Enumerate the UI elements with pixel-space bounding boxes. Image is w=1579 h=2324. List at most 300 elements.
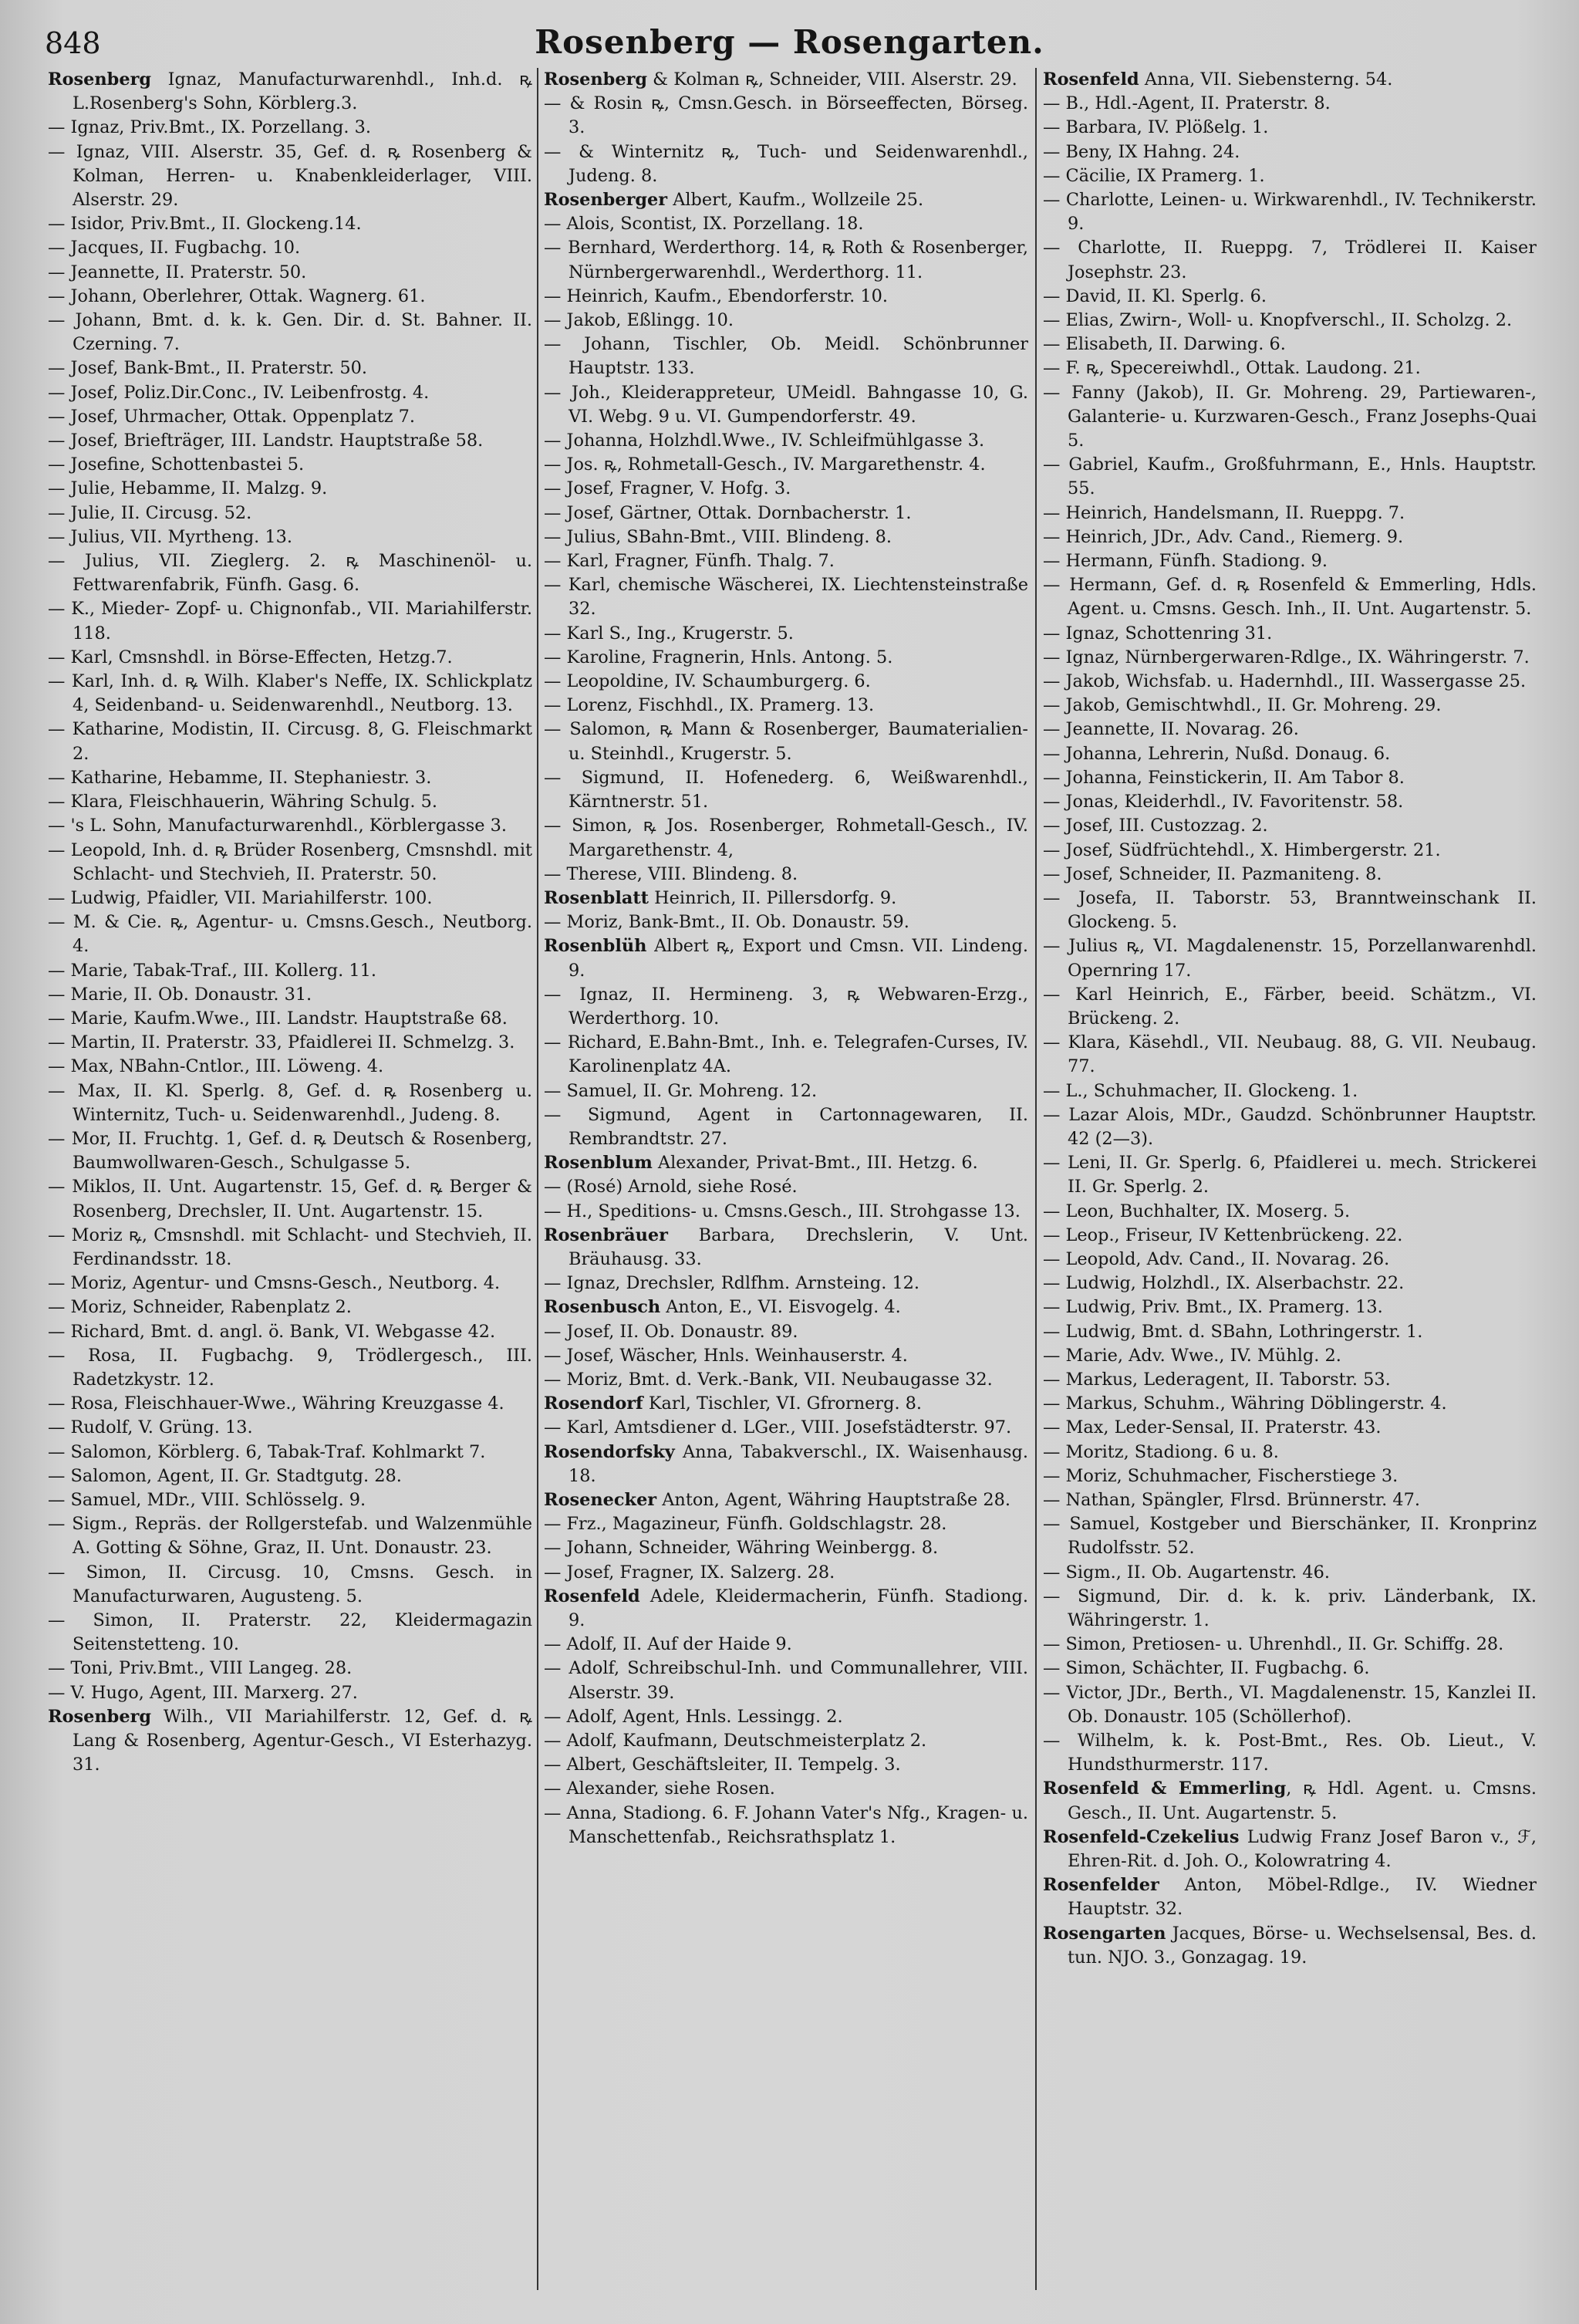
entry-text: — Miklos, II. Unt. Augartenstr. 15, Gef. d. ꝶ Berger & Rosenberg, Drechsler, II. Unt. Augartenstr. 15. bbox=[48, 1177, 532, 1221]
directory-entry bbox=[48, 549, 532, 597]
directory-entry bbox=[48, 910, 532, 958]
entry-text: Barbara, Drechslerin, V. Unt. Bräuhausg. 33. bbox=[569, 1224, 1028, 1269]
entry-text: — Leni, II. Gr. Sperlg. 6, Pfaidlerei u. mech. Strickerei II. Gr. Sperlg. 2. bbox=[1043, 1153, 1537, 1197]
entry-text: — Alois, Scontist, IX. Porzellang. 18. bbox=[544, 214, 864, 235]
entry-text: — Salomon, Agent, II. Gr. Stadtgutg. 28. bbox=[48, 1465, 402, 1486]
entry-surname-heading: Rosenbräuer bbox=[544, 1224, 668, 1245]
directory-entry bbox=[48, 983, 532, 1007]
directory-entry bbox=[48, 309, 532, 356]
directory-entry bbox=[544, 1344, 1028, 1368]
directory-entry bbox=[1043, 1416, 1537, 1440]
entry-text: — Ignaz, Schottenring 31. bbox=[1043, 623, 1273, 643]
entry-text: — Sigmund, Dir. d. k. k. priv. Länderbank, IX. Währingerstr. 1. bbox=[1043, 1586, 1537, 1630]
directory-entry bbox=[544, 1175, 1028, 1199]
directory-entry bbox=[1043, 453, 1537, 501]
directory-entry bbox=[1043, 525, 1537, 549]
directory-entry bbox=[1043, 236, 1537, 284]
directory-entry bbox=[544, 910, 1028, 934]
entry-text: — Josef, Bank-Bmt., II. Praterstr. 50. bbox=[48, 358, 367, 379]
directory-column-1 bbox=[48, 68, 532, 2290]
directory-entry bbox=[544, 381, 1028, 429]
directory-entry bbox=[1043, 1441, 1537, 1464]
entry-text: — Leopold, Inh. d. ꝶ Brüder Rosenberg, Cmsnshdl. mit Schlacht- und Stechvieh, II. Praterstr. 50. bbox=[48, 839, 532, 884]
directory-entry bbox=[48, 285, 532, 309]
entry-text: — Jeannette, II. Praterstr. 50. bbox=[48, 262, 307, 282]
entry-text: — Johann, Tischler, Ob. Meidl. Schönbrunner Hauptstr. 133. bbox=[544, 334, 1028, 379]
directory-entry bbox=[544, 1103, 1028, 1151]
directory-entry bbox=[544, 1416, 1028, 1440]
entry-surname-heading: Rosengarten bbox=[1043, 1923, 1166, 1944]
entry-surname-heading: Rosenfelder bbox=[1043, 1875, 1159, 1896]
entry-text: Anton, Agent, Währing Hauptstraße 28. bbox=[656, 1489, 1011, 1510]
entry-text: — Marie, Tabak-Traf., III. Kollerg. 11. bbox=[48, 960, 376, 981]
directory-entry bbox=[544, 188, 1028, 212]
entry-text: — Max, II. Kl. Sperlg. 8, Gef. d. ꝶ Rosenberg u. Winternitz, Tuch- u. Seidenwarenhdl., Judeng. 8. bbox=[48, 1080, 532, 1125]
page-number: 848 bbox=[45, 26, 101, 60]
directory-entry bbox=[544, 1079, 1028, 1103]
directory-entry bbox=[1043, 1272, 1537, 1295]
directory-entry bbox=[544, 549, 1028, 573]
entry-text: — Elias, Zwirn-, Woll- u. Knopfverschl., II. Scholzg. 2. bbox=[1043, 310, 1513, 331]
entry-surname-heading: Rosenfeld-Czekelius bbox=[1043, 1826, 1240, 1847]
entry-surname-heading: Rosenblatt bbox=[544, 887, 649, 908]
directory-entry bbox=[48, 887, 532, 910]
directory-entry bbox=[48, 790, 532, 814]
directory-entry bbox=[48, 1272, 532, 1295]
directory-entry bbox=[1043, 140, 1537, 164]
entry-text: — Ludwig, Pfaidler, VII. Mariahilferstr. 100. bbox=[48, 887, 433, 908]
entry-text: Wilh., VII Mariahilferstr. 12, Gef. d. ꝶ Lang & Rosenberg, Agentur-Gesch., VI Esterhazyg. 31. bbox=[73, 1706, 532, 1775]
entry-text: — Charlotte, Leinen- u. Wirkwarenhdl., IV. Technikerstr. 9. bbox=[1043, 190, 1537, 235]
entry-text: — & Rosin ꝶ, Cmsn.Gesch. in Börseeffecten, Börseg. 3. bbox=[544, 93, 1028, 138]
entry-text: — Moriz, Agentur- und Cmsns-Gesch., Neutborg. 4. bbox=[48, 1273, 501, 1294]
directory-entry bbox=[544, 309, 1028, 333]
entry-text: — Josef, Fragner, IX. Salzerg. 28. bbox=[544, 1562, 835, 1583]
entry-text: — Wilhelm, k. k. Post-Bmt., Res. Ob. Lieut., V. Hundsthurmerstr. 117. bbox=[1043, 1731, 1537, 1775]
directory-entry bbox=[544, 1488, 1028, 1512]
entry-text: — Moriz ꝶ, Cmsnshdl. mit Schlacht- und Stechvieh, II. Ferdinandsstr. 18. bbox=[48, 1224, 532, 1269]
directory-entry bbox=[544, 766, 1028, 814]
directory-entry bbox=[48, 766, 532, 790]
entry-text: — Hermann, Gef. d. ꝶ Rosenfeld & Emmerling, Hdls. Agent. u. Cmsns. Gesch. Inh., II. Unt. Augartenstr. 5. bbox=[1043, 575, 1537, 620]
entry-text: — Katharine, Hebamme, II. Stephaniestr. 3. bbox=[48, 767, 432, 788]
directory-entry bbox=[1043, 1224, 1537, 1248]
entry-text: — Elisabeth, II. Darwing. 6. bbox=[1043, 334, 1286, 355]
directory-entry bbox=[544, 1705, 1028, 1729]
directory-entry bbox=[1043, 839, 1537, 863]
directory-entry bbox=[544, 1561, 1028, 1585]
entry-text: — Leopoldine, IV. Schaumburgerg. 6. bbox=[544, 671, 871, 692]
entry-text: — Adolf, Agent, Hnls. Lessingg. 2. bbox=[544, 1706, 843, 1727]
directory-entry bbox=[544, 92, 1028, 140]
entry-text: — Heinrich, JDr., Adv. Cand., Riemerg. 9. bbox=[1043, 526, 1404, 547]
directory-entry bbox=[1043, 1079, 1537, 1103]
entry-text: — Barbara, IV. Plößelg. 1. bbox=[1043, 117, 1269, 138]
directory-entry bbox=[1043, 188, 1537, 236]
entry-surname-heading: Rosenberg bbox=[544, 69, 648, 90]
directory-entry bbox=[1043, 887, 1537, 934]
entry-text: — Leop., Friseur, IV Kettenbrückeng. 22. bbox=[1043, 1224, 1403, 1245]
entry-text: — Johann, Bmt. d. k. k. Gen. Dir. d. St. Bahner. II. Czerning. 7. bbox=[48, 310, 532, 355]
entry-text: — Heinrich, Handelsmann, II. Rueppg. 7. bbox=[1043, 502, 1405, 523]
entry-text: — Richard, Bmt. d. angl. ö. Bank, VI. Webgasse 42. bbox=[48, 1321, 496, 1342]
entry-text: Adele, Kleidermacherin, Fünfh. Stadiong. 9. bbox=[569, 1586, 1028, 1630]
directory-entry bbox=[544, 1657, 1028, 1704]
entry-text: — Joh., Kleiderappreteur, UMeidl. Bahngasse 10, G. VI. Webg. 9 u. VI. Gumpendorferstr. 49. bbox=[544, 382, 1028, 427]
directory-entry bbox=[1043, 573, 1537, 621]
directory-entry bbox=[544, 333, 1028, 380]
entry-text: — Sigmund, II. Hofenederg. 6, Weißwarenhdl., Kärntnerstr. 51. bbox=[544, 767, 1028, 812]
directory-entry bbox=[1043, 1392, 1537, 1416]
entry-text: — Jakob, Wichsfab. u. Hadernhdl., III. Wassergasse 25. bbox=[1043, 671, 1527, 692]
entry-text: — Ludwig, Priv. Bmt., IX. Pramerg. 13. bbox=[1043, 1297, 1383, 1318]
directory-entry bbox=[48, 477, 532, 501]
entry-text: — Karl, Inh. d. ꝶ Wilh. Klaber's Neffe, IX. Schlickplatz 4, Seidenband- u. Seidenwarenhdl., Neutborg. 13. bbox=[48, 671, 532, 716]
entry-surname-heading: Rosenberg bbox=[48, 69, 152, 90]
directory-entry bbox=[544, 140, 1028, 188]
entry-text: — Josef, Wäscher, Hnls. Weinhauserstr. 4. bbox=[544, 1345, 908, 1366]
entry-text: — Jonas, Kleiderhdl., IV. Favoritenstr. 58. bbox=[1043, 792, 1404, 812]
entry-text: — Hermann, Fünfh. Stadiong. 9. bbox=[1043, 551, 1328, 572]
directory-entry bbox=[1043, 1585, 1537, 1633]
entry-text: , ꝶ Hdl. Agent. u. Cmsns. Gesch., II. Unt. Augartenstr. 5. bbox=[1068, 1778, 1537, 1823]
directory-entry bbox=[48, 429, 532, 453]
directory-entry bbox=[48, 1055, 532, 1079]
directory-entry bbox=[48, 597, 532, 645]
directory-entry bbox=[544, 670, 1028, 694]
directory-entry bbox=[1043, 983, 1537, 1031]
directory-entry bbox=[48, 1320, 532, 1344]
entry-surname-heading: Rosenecker bbox=[544, 1489, 657, 1510]
entry-text: — Leopold, Adv. Cand., II. Novarag. 26. bbox=[1043, 1248, 1390, 1269]
entry-text: — Sigm., II. Ob. Augartenstr. 46. bbox=[1043, 1562, 1330, 1583]
entry-text: — Marie, Adv. Wwe., IV. Mühlg. 2. bbox=[1043, 1345, 1341, 1366]
entry-text: — Julius, VII. Zieglerg. 2. ꝶ Maschinenöl- u. Fettwarenfabrik, Fünfh. Gasg. 6. bbox=[48, 551, 532, 596]
entry-text: — M. & Cie. ꝶ, Agentur- u. Cmsns.Gesch., Neutborg. 4. bbox=[48, 912, 532, 957]
directory-entry bbox=[544, 68, 1028, 92]
directory-entry bbox=[544, 525, 1028, 549]
directory-entry bbox=[544, 502, 1028, 525]
directory-entry bbox=[544, 1272, 1028, 1295]
column-divider bbox=[537, 68, 538, 2290]
entry-text: — V. Hugo, Agent, III. Marxerg. 27. bbox=[48, 1682, 358, 1703]
directory-entry bbox=[1043, 670, 1537, 694]
directory-entry bbox=[544, 1753, 1028, 1777]
directory-entry bbox=[48, 646, 532, 670]
directory-entry bbox=[544, 863, 1028, 887]
entry-text: — Josef, Poliz.Dir.Conc., IV. Leibenfrostg. 4. bbox=[48, 382, 430, 403]
entry-text: — Markus, Lederagent, II. Taborstr. 53. bbox=[1043, 1369, 1391, 1390]
directory-entry bbox=[48, 1609, 532, 1657]
entry-text: — Adolf, Kaufmann, Deutschmeisterplatz 2. bbox=[544, 1731, 927, 1751]
directory-entry bbox=[544, 429, 1028, 453]
directory-entry bbox=[1043, 1248, 1537, 1272]
entry-text: — Cäcilie, IX Pramerg. 1. bbox=[1043, 165, 1265, 186]
directory-entry bbox=[544, 887, 1028, 910]
directory-entry bbox=[1043, 863, 1537, 887]
directory-entry bbox=[544, 983, 1028, 1031]
entry-text: — Simon, ꝶ Jos. Rosenberger, Rohmetall-Gesch., IV. Margarethenstr. 4, bbox=[544, 816, 1028, 860]
entry-text: — Simon, II. Praterstr. 22, Kleidermagazin Seitenstetteng. 10. bbox=[48, 1610, 532, 1655]
entry-text: — Simon, Schächter, II. Fugbachg. 6. bbox=[1043, 1658, 1370, 1679]
directory-entry bbox=[544, 1802, 1028, 1849]
entry-text: — Ignaz, II. Hermineng. 3, ꝶ Webwaren-Erzg., Werderthorg. 10. bbox=[544, 984, 1028, 1029]
directory-entry bbox=[1043, 1729, 1537, 1777]
entry-surname-heading: Rosendorf bbox=[544, 1393, 643, 1414]
entry-text: — Josefine, Schottenbastei 5. bbox=[48, 454, 305, 475]
directory-entry bbox=[1043, 1561, 1537, 1585]
directory-entry bbox=[48, 1031, 532, 1055]
directory-entry bbox=[1043, 1368, 1537, 1392]
entry-text: — Salomon, ꝶ Mann & Rosenberger, Baumaterialien- u. Steinhdl., Krugerstr. 5. bbox=[544, 719, 1028, 764]
directory-column-3 bbox=[1043, 68, 1537, 2290]
directory-entry bbox=[1043, 1873, 1537, 1921]
directory-entry bbox=[48, 381, 532, 405]
entry-text: — Moriz, Bank-Bmt., II. Ob. Donaustr. 59. bbox=[544, 912, 909, 933]
directory-entry bbox=[544, 453, 1028, 477]
entry-text: — Katharine, Modistin, II. Circusg. 8, G. Fleischmarkt 2. bbox=[48, 719, 532, 764]
directory-entry bbox=[544, 622, 1028, 646]
entry-text: — H., Speditions- u. Cmsns.Gesch., III. Strohgasse 13. bbox=[544, 1201, 1021, 1221]
directory-entry bbox=[48, 1488, 532, 1512]
entry-text: — Josef, Uhrmacher, Ottak. Oppenplatz 7. bbox=[48, 406, 416, 427]
entry-text: — Therese, VIII. Blindeng. 8. bbox=[544, 863, 798, 884]
entry-text: — Karl S., Ing., Krugerstr. 5. bbox=[544, 623, 794, 643]
entry-text: Jacques, Börse- u. Wechselsensal, Bes. d. tun. NJO. 3., Gonzagag. 19. bbox=[1068, 1923, 1537, 1968]
directory-entry bbox=[544, 1512, 1028, 1536]
directory-entry bbox=[48, 839, 532, 887]
directory-entry bbox=[48, 1344, 532, 1392]
directory-entry bbox=[48, 356, 532, 380]
entry-text: — Josef, Südfrüchtehdl., X. Himbergerstr. 21. bbox=[1043, 839, 1441, 860]
directory-entry bbox=[1043, 766, 1537, 790]
entry-text: — Gabriel, Kaufm., Großfuhrmann, E., Hnls. Hauptstr. 55. bbox=[1043, 454, 1537, 499]
entry-text: — Moriz, Bmt. d. Verk.-Bank, VII. Neubaugasse 32. bbox=[544, 1369, 993, 1390]
entry-text: — Charlotte, II. Rueppg. 7, Trödlerei II. Kaiser Josephstr. 23. bbox=[1043, 238, 1537, 282]
directory-entry bbox=[1043, 934, 1537, 982]
entry-text: — Simon, Pretiosen- u. Uhrenhdl., II. Gr. Schiffg. 28. bbox=[1043, 1634, 1504, 1655]
directory-entry bbox=[1043, 68, 1537, 92]
entry-surname-heading: Rosenfeld bbox=[1043, 69, 1139, 90]
entry-text: — Moriz, Schneider, Rabenplatz 2. bbox=[48, 1297, 352, 1318]
directory-entry bbox=[48, 502, 532, 525]
entry-surname-heading: Rosenbusch bbox=[544, 1297, 661, 1318]
directory-entry bbox=[1043, 1151, 1537, 1199]
entry-text: — Samuel, Kostgeber und Bierschänker, II. Kronprinz Rudolfsstr. 52. bbox=[1043, 1514, 1537, 1559]
directory-entry bbox=[48, 1464, 532, 1488]
directory-entry bbox=[544, 1392, 1028, 1416]
entry-text: — Leon, Buchhalter, IX. Moserg. 5. bbox=[1043, 1201, 1351, 1221]
entry-text: — Julie, Hebamme, II. Malzg. 9. bbox=[48, 478, 328, 499]
directory-entry bbox=[1043, 694, 1537, 718]
directory-entry bbox=[544, 1224, 1028, 1272]
directory-entry bbox=[1043, 1777, 1537, 1825]
entry-text: — Julius, VII. Myrtheng. 13. bbox=[48, 526, 293, 547]
entry-text: — Josef, Gärtner, Ottak. Dornbacherstr. 1. bbox=[544, 502, 912, 523]
entry-text: — Josef, Schneider, II. Pazmaniteng. 8. bbox=[1043, 863, 1382, 884]
directory-entry bbox=[1043, 1031, 1537, 1079]
directory-entry bbox=[1043, 790, 1537, 814]
directory-entry bbox=[48, 1681, 532, 1705]
entry-text: — David, II. Kl. Sperlg. 6. bbox=[1043, 285, 1267, 306]
directory-entry bbox=[48, 453, 532, 477]
entry-text: — Johanna, Lehrerin, Nußd. Donaug. 6. bbox=[1043, 743, 1391, 764]
directory-entry bbox=[544, 1633, 1028, 1657]
directory-entry bbox=[48, 814, 532, 838]
entry-text: Albert ꝶ, Export und Cmsn. VII. Lindeng. 9. bbox=[569, 936, 1028, 981]
directory-entry bbox=[48, 261, 532, 285]
entry-text: — (Rosé) Arnold, siehe Rosé. bbox=[544, 1177, 798, 1197]
entry-text: — F. ꝶ, Specereiwhdl., Ottak. Laudong. 21. bbox=[1043, 358, 1421, 379]
directory-entry bbox=[1043, 646, 1537, 670]
entry-text: — & Winternitz ꝶ, Tuch- und Seidenwarenhdl., Judeng. 8. bbox=[544, 141, 1028, 186]
entry-text: — Julius ꝶ, VI. Magdalenenstr. 15, Porzellanwarenhdl. Opernring 17. bbox=[1043, 936, 1537, 981]
entry-text: Albert, Kaufm., Wollzeile 25. bbox=[667, 190, 924, 211]
directory-entry bbox=[544, 1441, 1028, 1488]
directory-entry bbox=[48, 68, 532, 116]
directory-entry bbox=[1043, 285, 1537, 309]
directory-entry bbox=[48, 1561, 532, 1609]
entry-text: — Sigmund, Agent in Cartonnagewaren, II. Rembrandtstr. 27. bbox=[544, 1104, 1028, 1149]
entry-text: — Mor, II. Fruchtg. 1, Gef. d. ꝶ Deutsch & Rosenberg, Baumwollwaren-Gesch., Schulgasse 5. bbox=[48, 1128, 532, 1174]
entry-text: — Ignaz, Priv.Bmt., IX. Porzellang. 3. bbox=[48, 117, 371, 138]
entry-text: — Rosa, Fleischhauer-Wwe., Währing Kreuzgasse 4. bbox=[48, 1393, 504, 1414]
entry-text: Ignaz, Manufacturwarenhdl., Inh.d. ꝶ L.Rosenberg's Sohn, Körblerg.3. bbox=[73, 69, 532, 114]
directory-entry bbox=[544, 718, 1028, 765]
directory-entry bbox=[544, 1536, 1028, 1560]
entry-text: & Kolman ꝶ, Schneider, VIII. Alserstr. 29. bbox=[647, 69, 1017, 90]
entry-text: — Lazar Alois, MDr., Gaudzd. Schönbrunner Hauptstr. 42 (2—3). bbox=[1043, 1104, 1537, 1149]
directory-entry bbox=[1043, 1320, 1537, 1344]
entry-text: — Karl, chemische Wäscherei, IX. Liechtensteinstraße 32. bbox=[544, 575, 1028, 620]
directory-entry bbox=[544, 646, 1028, 670]
directory-entry bbox=[1043, 1200, 1537, 1224]
directory-entry bbox=[1043, 1922, 1537, 1970]
directory-entry bbox=[1043, 1103, 1537, 1151]
directory-entry bbox=[544, 236, 1028, 284]
entry-text: — Karl, Cmsnshdl. in Börse-Effecten, Hetzg.7. bbox=[48, 647, 453, 667]
entry-text: Anna, VII. Siebensterng. 54. bbox=[1139, 69, 1393, 90]
directory-entry bbox=[1043, 549, 1537, 573]
directory-entry bbox=[544, 285, 1028, 309]
directory-entry bbox=[48, 1657, 532, 1681]
entry-surname-heading: Rosenberger bbox=[544, 190, 668, 211]
entry-surname-heading: Rosendorfsky bbox=[544, 1441, 675, 1462]
directory-entry bbox=[544, 934, 1028, 982]
directory-entry bbox=[48, 1079, 532, 1127]
entry-text: — Toni, Priv.Bmt., VIII Langeg. 28. bbox=[48, 1658, 353, 1679]
directory-entry bbox=[48, 212, 532, 236]
entry-text: — 's L. Sohn, Manufacturwarenhdl., Körblergasse 3. bbox=[48, 816, 507, 836]
entry-text: — Markus, Schuhm., Währing Döblingerstr. 4. bbox=[1043, 1393, 1447, 1414]
entry-text: — Karoline, Fragnerin, Hnls. Antong. 5. bbox=[544, 647, 893, 667]
entry-text: — L., Schuhmacher, II. Glockeng. 1. bbox=[1043, 1080, 1358, 1101]
entry-text: — B., Hdl.-Agent, II. Praterstr. 8. bbox=[1043, 93, 1331, 114]
directory-entry bbox=[544, 1585, 1028, 1633]
directory-entry bbox=[1043, 742, 1537, 766]
entry-text: — Moriz, Schuhmacher, Fischerstiege 3. bbox=[1043, 1465, 1398, 1486]
entry-text: — Josef, Fragner, V. Hofg. 3. bbox=[544, 478, 791, 499]
directory-entry bbox=[48, 405, 532, 429]
entry-text: — Alexander, siehe Rosen. bbox=[544, 1778, 775, 1799]
entry-text: — Klara, Käsehdl., VII. Neubaug. 88, G. VII. Neubaug. 77. bbox=[1043, 1032, 1537, 1077]
directory-column-2 bbox=[544, 68, 1028, 2290]
entry-text: — Johann, Schneider, Währing Weinbergg. 8. bbox=[544, 1538, 939, 1559]
entry-text: — Samuel, MDr., VIII. Schlösselg. 9. bbox=[48, 1489, 366, 1510]
directory-entry bbox=[1043, 356, 1537, 380]
directory-entry bbox=[48, 236, 532, 260]
directory-entry bbox=[48, 1512, 532, 1560]
directory-entry bbox=[544, 477, 1028, 501]
entry-text: Anna, Tabakverschl., IX. Waisenhausg. 18. bbox=[569, 1441, 1028, 1486]
directory-entry bbox=[48, 140, 532, 213]
entry-surname-heading: Rosenberg bbox=[48, 1706, 152, 1727]
directory-entry bbox=[48, 1295, 532, 1319]
entry-text: — Isidor, Priv.Bmt., II. Glockeng.14. bbox=[48, 214, 362, 235]
directory-entry bbox=[544, 1368, 1028, 1392]
directory-entry bbox=[544, 573, 1028, 621]
directory-entry bbox=[1043, 1464, 1537, 1488]
entry-text: — Simon, II. Circusg. 10, Cmsns. Gesch. in Manufacturwaren, Augusteng. 5. bbox=[48, 1562, 532, 1606]
entry-text: — Salomon, Körblerg. 6, Tabak-Traf. Kohlmarkt 7. bbox=[48, 1441, 486, 1462]
entry-text: — Ignaz, Drechsler, Rdlfhm. Arnsteing. 12. bbox=[544, 1273, 920, 1294]
entry-text: — Josef, Briefträger, III. Landstr. Hauptstraße 58. bbox=[48, 431, 484, 451]
directory-entry bbox=[1043, 718, 1537, 741]
directory-entry bbox=[544, 1295, 1028, 1319]
entry-text: — Martin, II. Praterstr. 33, Pfaidlerei II. Schmelzg. 3. bbox=[48, 1032, 515, 1053]
entry-text: — Ignaz, Nürnbergerwaren-Rdlge., IX. Währingerstr. 7. bbox=[1043, 647, 1530, 667]
directory-entry bbox=[544, 1777, 1028, 1801]
directory-entry bbox=[1043, 1826, 1537, 1873]
column-divider bbox=[1035, 68, 1037, 2290]
directory-entry bbox=[48, 1224, 532, 1272]
entry-text: — Moritz, Stadiong. 6 u. 8. bbox=[1043, 1441, 1279, 1462]
directory-entry bbox=[544, 814, 1028, 862]
directory-entry bbox=[48, 959, 532, 983]
directory-entry bbox=[48, 1007, 532, 1031]
entry-text: — Jos. ꝶ, Rohmetall-Gesch., IV. Margarethenstr. 4. bbox=[544, 454, 986, 475]
entry-surname-heading: Rosenblüh bbox=[544, 936, 647, 957]
directory-entry bbox=[1043, 333, 1537, 356]
directory-entry bbox=[544, 1729, 1028, 1753]
entry-text: — Josefa, II. Taborstr. 53, Branntweinschank II. Glockeng. 5. bbox=[1043, 887, 1537, 933]
directory-entry bbox=[1043, 502, 1537, 525]
entry-text: — Rudolf, V. Grüng. 13. bbox=[48, 1417, 253, 1438]
directory-entry bbox=[1043, 1512, 1537, 1560]
entry-text: — Marie, Kaufm.Wwe., III. Landstr. Hauptstraße 68. bbox=[48, 1008, 508, 1029]
entry-text: — Josef, III. Custozzag. 2. bbox=[1043, 816, 1268, 836]
directory-entry bbox=[1043, 309, 1537, 333]
entry-text: — Ludwig, Bmt. d. SBahn, Lothringerstr. 1. bbox=[1043, 1321, 1423, 1342]
directory-entry bbox=[48, 1416, 532, 1440]
entry-text: Anton, Möbel-Rdlge., IV. Wiedner Hauptstr. 32. bbox=[1068, 1875, 1537, 1920]
directory-entry bbox=[48, 1175, 532, 1223]
directory-entry bbox=[48, 1127, 532, 1175]
entry-text: — Marie, II. Ob. Donaustr. 31. bbox=[48, 984, 312, 1005]
entry-text: — Heinrich, Kaufm., Ebendorferstr. 10. bbox=[544, 285, 888, 306]
entry-text: Alexander, Privat-Bmt., III. Hetzg. 6. bbox=[652, 1153, 978, 1174]
entry-text: Anton, E., VI. Eisvogelg. 4. bbox=[660, 1297, 901, 1318]
entry-text: — Max, Leder-Sensal, II. Praterstr. 43. bbox=[1043, 1417, 1382, 1438]
directory-entry bbox=[1043, 1295, 1537, 1319]
entry-text: — Karl, Amtsdiener d. LGer., VIII. Josefstädterstr. 97. bbox=[544, 1417, 1012, 1438]
directory-entry bbox=[1043, 381, 1537, 454]
directory-entry bbox=[1043, 164, 1537, 188]
entry-text: — Anna, Stadiong. 6. F. Johann Vater's Nfg., Kragen- u. Manschettenfab., Reichsrathsplatz 1. bbox=[544, 1802, 1028, 1847]
entry-text: — Fanny (Jakob), II. Gr. Mohreng. 29, Partiewaren-, Galanterie- u. Kurzwaren-Gesch., Franz Josephs-Quai 5. bbox=[1043, 382, 1537, 451]
entry-text: — K., Mieder- Zopf- u. Chignonfab., VII. Mariahilferstr. 118. bbox=[48, 599, 532, 643]
entry-text: — Beny, IX Hahng. 24. bbox=[1043, 141, 1240, 162]
